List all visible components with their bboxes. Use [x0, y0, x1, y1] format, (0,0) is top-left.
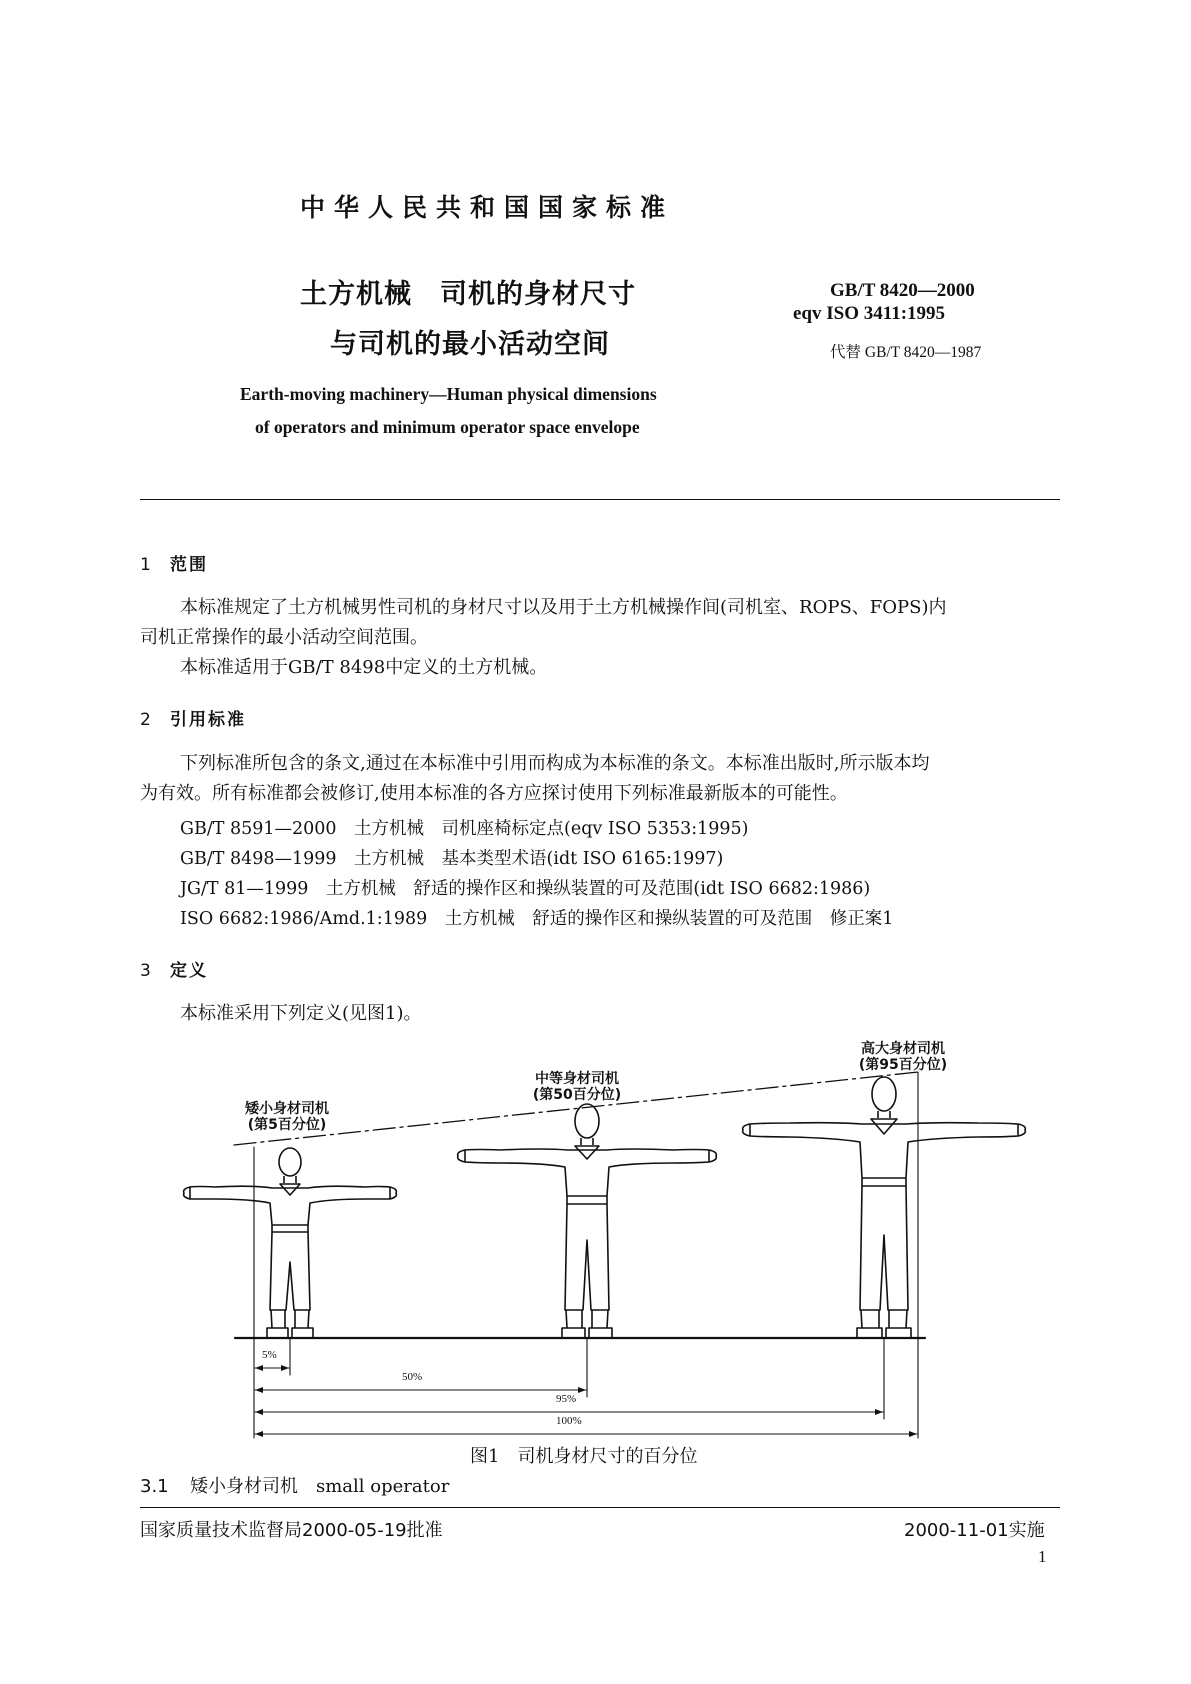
chinese-title-line-1: 土方机械 司机的身材尺寸: [300, 279, 636, 310]
section-3-paragraph: 本标准采用下列定义(见图1)。: [180, 1003, 422, 1024]
section-1-title: 范围: [170, 555, 208, 575]
medium-operator-label: [517, 1071, 637, 1103]
standard-number: GB/T 8420—2000: [830, 280, 975, 301]
reference-item: GB/T 8498—1999 土方机械 基本类型术语(idt ISO 6165:1997): [180, 849, 724, 869]
section-1-paragraph-1-line-1: 本标准规定了土方机械男性司机的身材尺寸以及用于土方机械操作间(司机室、ROPS、FOPS)内: [180, 597, 947, 618]
percent-50-label: 50%: [402, 1371, 423, 1383]
section-1-paragraph-2: 本标准适用于GB/T 8498中定义的土方机械。: [180, 657, 548, 678]
implementation-date: 2000-11-01实施: [904, 1520, 1045, 1541]
tall-operator-label-line-1: 高大身材司机: [861, 1041, 945, 1057]
medium-operator-figure: [458, 1104, 717, 1338]
percent-5-label: 5%: [262, 1349, 277, 1361]
standard-equivalence: eqv ISO 3411:1995: [793, 303, 946, 324]
page-number: 1: [1038, 1547, 1047, 1566]
small-operator-figure: [184, 1148, 397, 1338]
percent-95-label: 95%: [556, 1393, 577, 1405]
section-1-paragraph-1-line-2: 司机正常操作的最小活动空间范围。: [140, 627, 428, 648]
definition-3-1-number: 3.1: [140, 1476, 169, 1497]
medium-operator-label-line-1: 中等身材司机: [535, 1071, 619, 1087]
small-operator-label-line-1: 矮小身材司机: [245, 1101, 329, 1117]
section-3-number: 3: [140, 961, 151, 981]
replaces-standard: 代替 GB/T 8420—1987: [830, 344, 982, 361]
percent-100-label: 100%: [556, 1415, 582, 1427]
small-operator-label: [232, 1101, 342, 1133]
tall-operator-label-line-2: (第95百分位): [858, 1057, 948, 1073]
figure-caption: 图1 司机身材尺寸的百分位: [470, 1446, 698, 1467]
section-2-title: 引用标准: [170, 710, 246, 730]
section-2-paragraph-line-1: 下列标准所包含的条文,通过在本标准中引用而构成为本标准的条文。本标准出版时,所示版本均: [180, 753, 930, 774]
section-3-title: 定义: [170, 961, 208, 981]
definition-3-1: [140, 1472, 449, 1502]
english-title-line-1: Earth-moving machinery—Human physical dimensions: [240, 384, 657, 404]
definition-3-1-text: 矮小身材司机 small operator: [190, 1476, 450, 1497]
section-2-number: 2: [140, 710, 151, 730]
national-standard-heading: 中华人民共和国国家标准: [300, 193, 675, 222]
section-2-paragraph-line-2: 为有效。所有标准都会被修订,使用本标准的各方应探讨使用下列标准最新版本的可能性。: [140, 783, 848, 804]
reference-item: ISO 6682:1986/Amd.1:1989 土方机械 舒适的操作区和操纵装置的可及范围 修正案1: [180, 909, 894, 929]
section-1-number: 1: [140, 555, 151, 575]
tall-operator-figure: [743, 1077, 1026, 1338]
reference-item: GB/T 8591—2000 土方机械 司机座椅标定点(eqv ISO 5353:1995): [180, 819, 749, 839]
reference-item: JG/T 81—1999 土方机械 舒适的操作区和操纵装置的可及范围(idt ISO 6682:1986): [180, 879, 871, 899]
medium-operator-label-line-2: (第50百分位): [532, 1087, 622, 1103]
approval-line: 国家质量技术监督局2000-05-19批准: [140, 1520, 443, 1541]
tall-operator-label: [843, 1041, 963, 1073]
small-operator-label-line-2: (第5百分位): [247, 1117, 327, 1133]
chinese-title-line-2: 与司机的最小活动空间: [330, 329, 610, 360]
english-title-line-2: of operators and minimum operator space envelope: [255, 417, 640, 437]
footer-divider: [140, 1507, 1060, 1508]
